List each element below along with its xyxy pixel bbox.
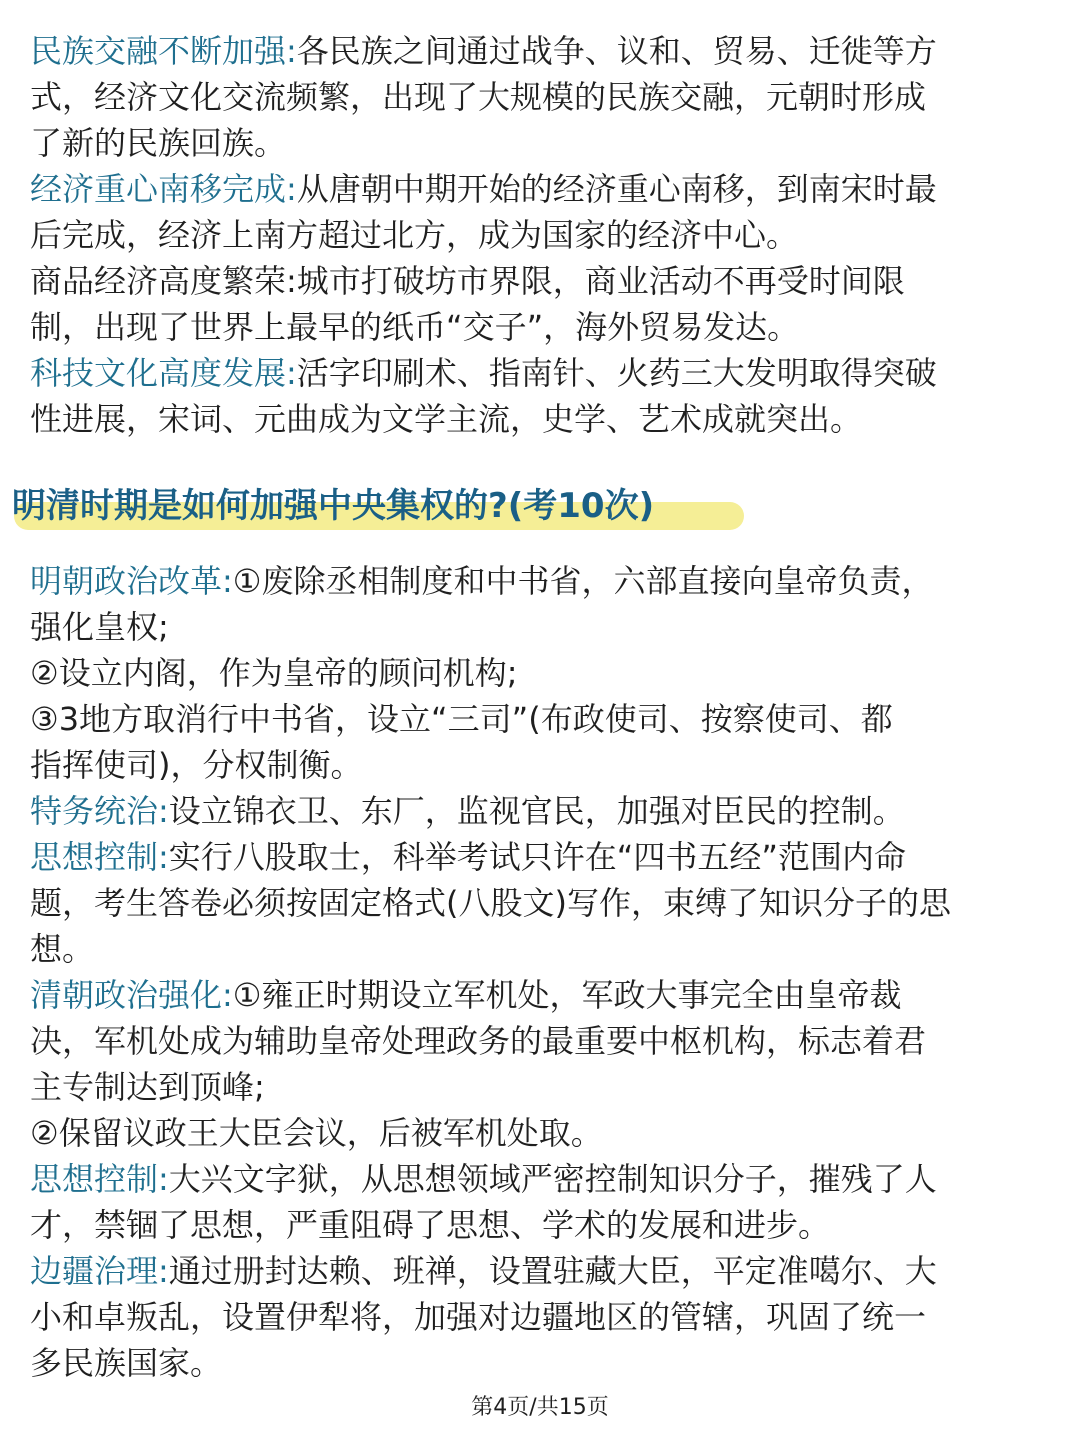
paragraph-line: 活字印刷术、指南针、火药三大发明取得突破	[296, 354, 937, 392]
paragraph-line: 式，经济文化交流频繁，出现了大规模的民族交融，元朝时形成	[30, 78, 927, 116]
paragraph-line: ①雍正时期设立军机处，军政大事完全由皇帝裁	[232, 976, 902, 1014]
paragraph-line: 设立锦衣卫、东厂，监视官民，加强对臣民的控制。	[168, 792, 905, 830]
paragraph-qing-reform	[30, 972, 1050, 1156]
paragraph-line: 决，军机处成为辅助皇帝处理政务的最重要中枢机构，标志着君	[30, 1022, 927, 1060]
paragraph-line: 各民族之间通过战争、议和、贸易、迁徙等方	[296, 32, 937, 70]
paragraph-ming-thought-control	[30, 834, 1050, 972]
paragraph-line: 指挥使司)，分权制衡。	[30, 746, 363, 784]
term-label: 科技文化高度发展:	[30, 354, 297, 392]
term-label: 边疆治理:	[30, 1252, 169, 1290]
paragraph-science-culture	[30, 350, 1050, 442]
page-number: 第4页/共15页	[471, 1395, 609, 1420]
term-label: 民族交融不断加强:	[30, 32, 297, 70]
paragraph-line: 后完成，经济上南方超过北方，成为国家的经济中心。	[30, 216, 799, 254]
term-label: 思想控制:	[30, 1160, 169, 1198]
heading-text: 明清时期是如何加强中央集权的?(考10次)	[12, 486, 655, 526]
paragraph-line: 主专制达到顶峰;	[30, 1068, 265, 1106]
paragraph-line: 商品经济高度繁荣:城市打破坊市界限，商业活动不再受时间限	[30, 262, 905, 300]
term-label: 特务统治:	[30, 792, 169, 830]
term-label: 思想控制:	[30, 838, 169, 876]
paragraph-line: 大兴文字狱，从思想领域严密控制知识分子，摧残了人	[168, 1160, 937, 1198]
section-heading	[10, 480, 770, 540]
paragraph-line: 通过册封达赖、班禅，设置驻藏大臣，平定准噶尔、大	[168, 1252, 937, 1290]
paragraph-ming-reform	[30, 558, 1050, 788]
paragraph-line: 制，出现了世界上最早的纸币“交子”，海外贸易发达。	[30, 308, 800, 346]
paragraph-ethnic-integration	[30, 28, 1050, 166]
paragraph-line: 小和卓叛乱，设置伊犁将，加强对边疆地区的管辖，巩固了统一	[30, 1298, 927, 1336]
term-label: 明朝政治改革:	[30, 562, 233, 600]
paragraph-line: 性进展，宋词、元曲成为文学主流，史学、艺术成就突出。	[30, 400, 863, 438]
paragraph-commodity-economy	[30, 258, 1050, 350]
paragraph-line: ③3地方取消行中书省，设立“三司”(布政使司、按察使司、都	[30, 700, 893, 738]
paragraph-line: ②保留议政王大臣会议，后被军机处取。	[30, 1114, 603, 1152]
paragraph-line: 了新的民族回族。	[30, 124, 287, 162]
term-label: 清朝政治强化:	[30, 976, 233, 1014]
paragraph-line: 才，禁锢了思想，严重阻碍了思想、学术的发展和进步。	[30, 1206, 831, 1244]
paragraph-line: 想。	[30, 930, 95, 968]
paragraph-line: 多民族国家。	[30, 1344, 223, 1382]
paragraph-qing-thought-control	[30, 1156, 1050, 1248]
paragraph-line: 实行八股取士，科举考试只许在“四书五经”范围内命	[168, 838, 906, 876]
paragraph-line: ②设立内阁，作为皇帝的顾问机构;	[30, 654, 518, 692]
paragraph-line: 题，考生答卷必须按固定格式(八股文)写作，束缚了知识分子的思	[30, 884, 951, 922]
paragraph-line: 强化皇权;	[30, 608, 169, 646]
paragraph-economic-shift	[30, 166, 1050, 258]
paragraph-line: 从唐朝中期开始的经济重心南移，到南宋时最	[296, 170, 937, 208]
section-song-yuan	[30, 28, 1050, 442]
paragraph-secret-police	[30, 788, 1050, 834]
paragraph-frontier-governance	[30, 1248, 1050, 1386]
paragraph-line: ①废除丞相制度和中书省，六部直接向皇帝负责，	[232, 562, 934, 600]
section-ming-qing	[30, 558, 1050, 1386]
term-label: 经济重心南移完成:	[30, 170, 297, 208]
